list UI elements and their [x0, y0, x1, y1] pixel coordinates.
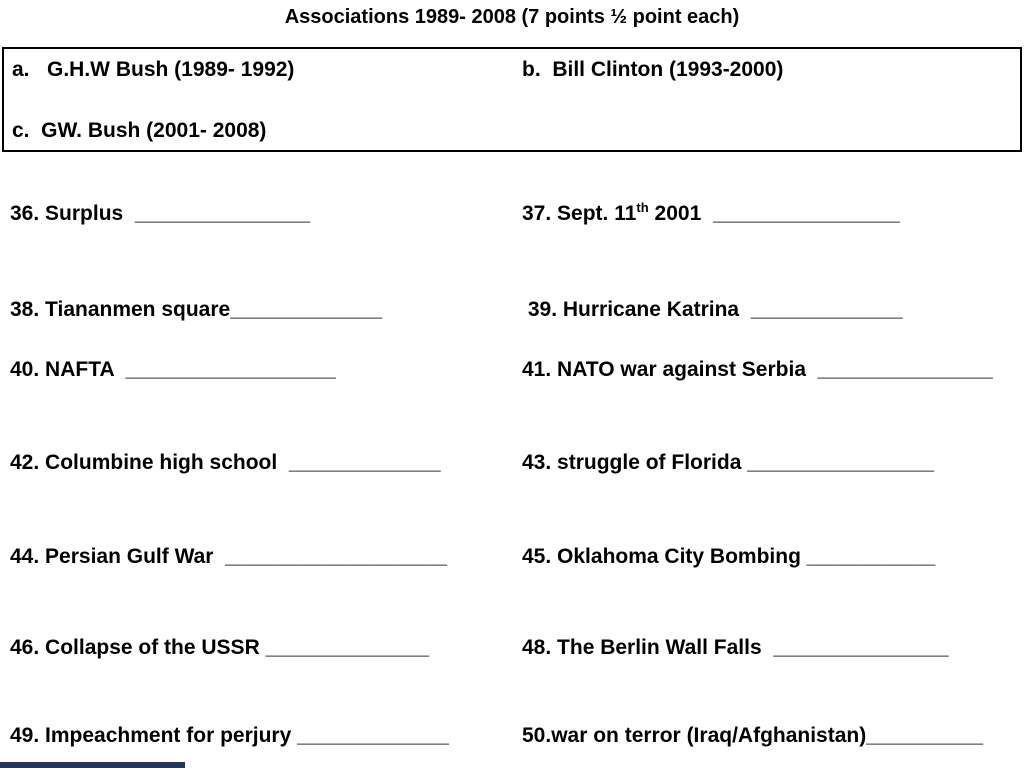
question-label: NAFTA	[39, 358, 126, 381]
question-number: 48.	[522, 636, 552, 659]
question-number: 46.	[10, 636, 40, 659]
question-label: war on terror (Iraq/Afghanistan)	[551, 724, 867, 747]
answer-blank: _______________	[134, 202, 311, 225]
question-label: Oklahoma City Bombing	[551, 545, 807, 568]
answer-blank: _______________	[817, 358, 993, 381]
question-49	[10, 722, 449, 748]
answer-blank: __________________	[125, 358, 336, 381]
question-42	[10, 449, 441, 475]
question-number: 42.	[10, 451, 40, 474]
answer-key-option-a: a. G.H.W Bush (1989- 1992)	[12, 58, 295, 81]
question-label: Impeachment for perjury	[39, 724, 298, 747]
question-label: Sept. 11	[551, 202, 637, 225]
question-50	[522, 722, 983, 748]
answer-blank: _____________	[288, 451, 441, 474]
question-45	[522, 543, 935, 569]
answer-blank: _______________	[773, 636, 949, 659]
question-number: 39.	[522, 298, 558, 321]
question-label: Hurricane Katrina	[557, 298, 751, 321]
question-label: Surplus	[39, 202, 135, 225]
question-number: 37.	[522, 202, 552, 225]
question-number: 38.	[10, 298, 40, 321]
quiz-title: Associations 1989- 2008 (7 points ½ point each)	[284, 6, 740, 28]
question-number: 40.	[10, 358, 40, 381]
answer-blank: ________________	[712, 202, 900, 225]
question-37	[522, 200, 900, 226]
slide-footer-bar	[0, 762, 185, 768]
question-48	[522, 634, 949, 660]
answer-key-box	[2, 47, 1022, 152]
answer-blank: _____________	[297, 724, 449, 747]
question-label: Tiananmen square	[39, 298, 231, 321]
answer-blank: ______________	[265, 636, 430, 659]
answer-key-option-c: c. GW. Bush (2001- 2008)	[12, 119, 267, 142]
answer-blank: ___________________	[225, 545, 448, 568]
answer-blank: _____________	[750, 298, 903, 321]
question-number: 41.	[522, 358, 552, 381]
question-number: 44.	[10, 545, 40, 568]
answer-blank: ___________	[806, 545, 936, 568]
question-40	[10, 356, 336, 382]
answer-blank: _____________	[230, 298, 383, 321]
question-39	[522, 296, 903, 322]
question-38	[10, 296, 382, 322]
question-43	[522, 449, 934, 475]
answer-key-option-b: b. Bill Clinton (1993-2000)	[522, 58, 784, 81]
question-number: 45.	[522, 545, 552, 568]
question-label-cont: 2001	[648, 202, 713, 225]
question-46	[10, 634, 429, 660]
question-label: Persian Gulf War	[39, 545, 226, 568]
question-41	[522, 356, 993, 382]
question-superscript: th	[636, 200, 649, 215]
question-label: Columbine high school	[39, 451, 289, 474]
answer-blank: __________	[866, 724, 984, 747]
question-number: 50.	[522, 724, 552, 747]
question-label: struggle of Florida	[551, 451, 748, 474]
question-number: 36.	[10, 202, 40, 225]
answer-blank: ________________	[747, 451, 935, 474]
question-number: 43.	[522, 451, 552, 474]
question-label: NATO war against Serbia	[551, 358, 818, 381]
question-36	[10, 200, 310, 226]
question-number: 49.	[10, 724, 40, 747]
question-label: Collapse of the USSR	[39, 636, 266, 659]
question-44	[10, 543, 447, 569]
question-label: The Berlin Wall Falls	[551, 636, 774, 659]
